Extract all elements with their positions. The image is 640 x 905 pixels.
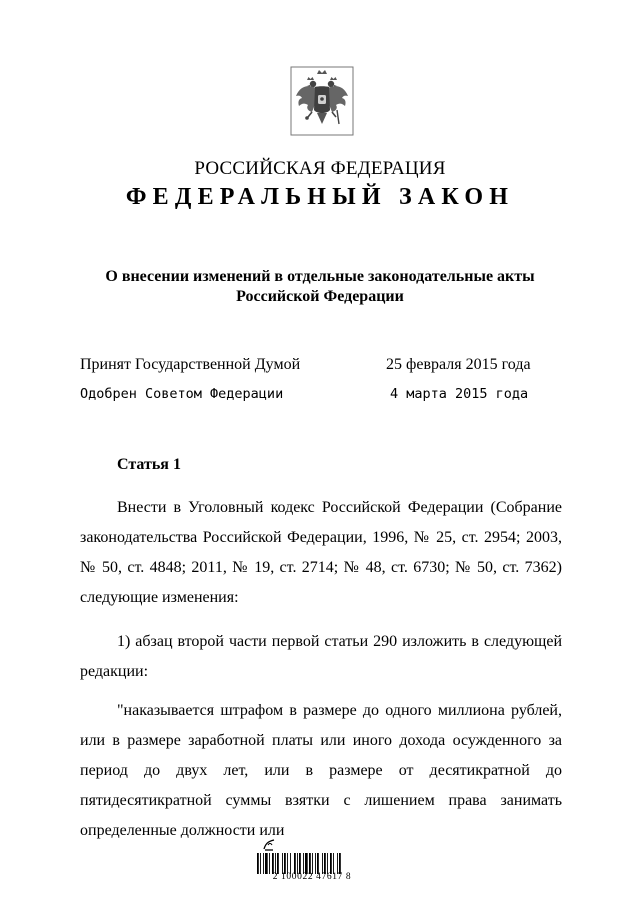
barcode-icon xyxy=(256,853,362,874)
approved-date: 4 марта 2015 года xyxy=(390,386,529,402)
adopted-date: 25 февраля 2015 года xyxy=(386,356,531,373)
law-subject-line-2: Российской Федерации xyxy=(236,288,404,305)
article-paragraph: "наказывается штрафом в размере до одного миллиона рублей, или в размере заработной платы или иного дохода осужденного за период до двух лет, или в размере от десятикратной до пятидесятикратной суммы взятки с лишением права занимать определенные должности или xyxy=(80,702,562,839)
law-subject-line-1: О внесении изменений в отдельные законодательные акты xyxy=(105,268,535,285)
article-paragraph: Внести в Уголовный кодекс Российской Федерации (Собрание законодательства Российской Федерации, 1996, № 25, ст. 2954; 2003, № 50, ст. 4848; 2011, № 19, ст. 2714; № 48, ст. 6730; № 50, ст. 7362) следующие изменения: xyxy=(80,499,562,606)
country-heading: РОССИЙСКАЯ ФЕДЕРАЦИЯ xyxy=(194,158,446,179)
article-paragraph: 1) абзац второй части первой статьи 290 изложить в следующей редакции: xyxy=(80,633,562,680)
coat-of-arms-emblem xyxy=(290,66,354,136)
adopted-by-duma-label: Принят Государственной Думой xyxy=(80,356,301,373)
article-heading: Статья 1 xyxy=(117,456,181,473)
barcode-number: 2 100022 47617 8 xyxy=(272,872,352,882)
law-subject xyxy=(0,267,640,307)
russian-coat-of-arms-icon xyxy=(290,66,354,136)
document-type-heading: ФЕДЕРАЛЬНЫЙ ЗАКОН xyxy=(125,184,515,210)
approved-by-council-label: Одобрен Советом Федерации xyxy=(80,386,284,402)
scan-mark-icon xyxy=(262,838,276,852)
